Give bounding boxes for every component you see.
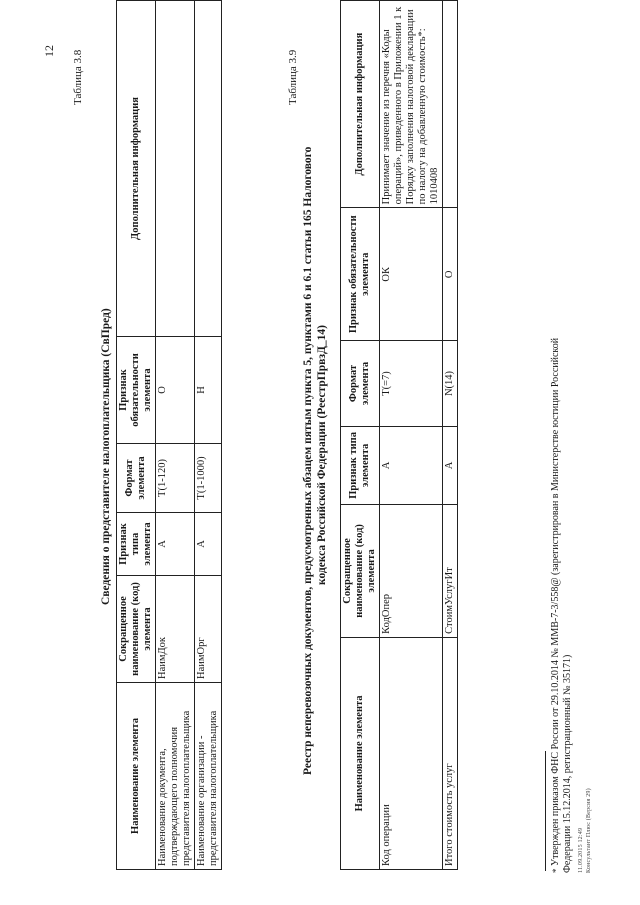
cell-required: Н	[195, 337, 222, 444]
header-cell: Дополнительная информация	[117, 1, 156, 337]
cell-format: N(14)	[443, 341, 458, 427]
cell-type: А	[156, 513, 195, 576]
cell-type: А	[195, 513, 222, 576]
header-cell: Дополнительная информация	[341, 1, 380, 208]
cell-element-name: Итого стоимость услуг	[443, 637, 458, 869]
table-3-9	[340, 0, 458, 870]
cell-code: НаимДок	[156, 576, 195, 683]
table-3-8-label: Таблица 3.8	[72, 49, 84, 105]
header-cell: Признак обязательности элемента	[117, 337, 156, 444]
cell-required: ОК	[380, 208, 443, 341]
cell-code: КодОпер	[380, 505, 443, 638]
cell-info	[443, 1, 458, 208]
header-cell: Признак типа элемента	[117, 513, 156, 576]
cell-format: Т(1-120)	[156, 444, 195, 513]
cell-type: А	[380, 426, 443, 504]
header-cell: Формат элемента	[341, 341, 380, 427]
table-3-8-title: Сведения о представителе налогоплательщика (СвПред)	[100, 308, 112, 605]
table-row	[195, 1, 222, 870]
header-cell: Формат элемента	[117, 444, 156, 513]
table-header-row	[341, 1, 380, 870]
header-cell: Сокращенное наименование (код) элемента	[117, 576, 156, 683]
footnote-divider	[545, 751, 546, 871]
table-row	[443, 1, 458, 870]
cell-element-name: Наименование организации - представителя налогоплательщика	[195, 683, 222, 870]
cell-info: Принимает значение из перечня «Коды операций», приведенного в Приложении 1 к Порядку заполнения налоговой декларации по налогу на добавленную стоимость*: 1010408	[380, 1, 443, 208]
table-3-9-label: Таблица 3.9	[287, 49, 299, 105]
table-row	[380, 1, 443, 870]
cell-type: А	[443, 426, 458, 504]
cell-element-name: Наименование документа, подтверждающего полномочия представителя налогоплательщика	[156, 683, 195, 870]
header-cell: Сокращенное наименование (код) элемента	[341, 505, 380, 638]
cell-element-name: Код операции	[380, 637, 443, 869]
cell-info	[156, 1, 195, 337]
cell-format: Т(1-1000)	[195, 444, 222, 513]
header-cell: Признак обязательности элемента	[341, 208, 380, 341]
small-print-date: 11.09.2015 12:49	[578, 827, 584, 873]
header-cell: Наименование элемента	[341, 637, 380, 869]
footnote	[550, 313, 574, 873]
cell-required: О	[443, 208, 458, 341]
cell-info	[195, 1, 222, 337]
header-cell: Наименование элемента	[117, 683, 156, 870]
small-print-source: Консультант Плюс (Версия 29)	[586, 788, 592, 873]
table-3-9-title-line1: Реестр неперевозочных документов, предусмотренных абзацем пятым пункта 5, пунктами 6 и 6.1 статьи 165 Налогового	[302, 146, 314, 775]
cell-code: СтоимУслугИт	[443, 505, 458, 638]
footnote-marker: *	[551, 868, 561, 873]
table-header-row	[117, 1, 156, 870]
table-3-8	[116, 0, 222, 870]
page-number: 12	[42, 45, 56, 57]
footnote-text: Утвержден приказом ФНС России от 29.10.2014 № ММВ-7-3/558@ (зарегистрирован в Министерстве юстиции Российской Федерации 15.12.2014, регистрационный № 35171)	[550, 337, 573, 873]
cell-format: Т(=7)	[380, 341, 443, 427]
cell-code: НаимОрг	[195, 576, 222, 683]
table-row	[156, 1, 195, 870]
table-3-9-title-line2: кодекса Российской Федерации (РеестрПрвзД_14)	[316, 325, 328, 585]
header-cell: Признак типа элемента	[341, 426, 380, 504]
cell-required: О	[156, 337, 195, 444]
